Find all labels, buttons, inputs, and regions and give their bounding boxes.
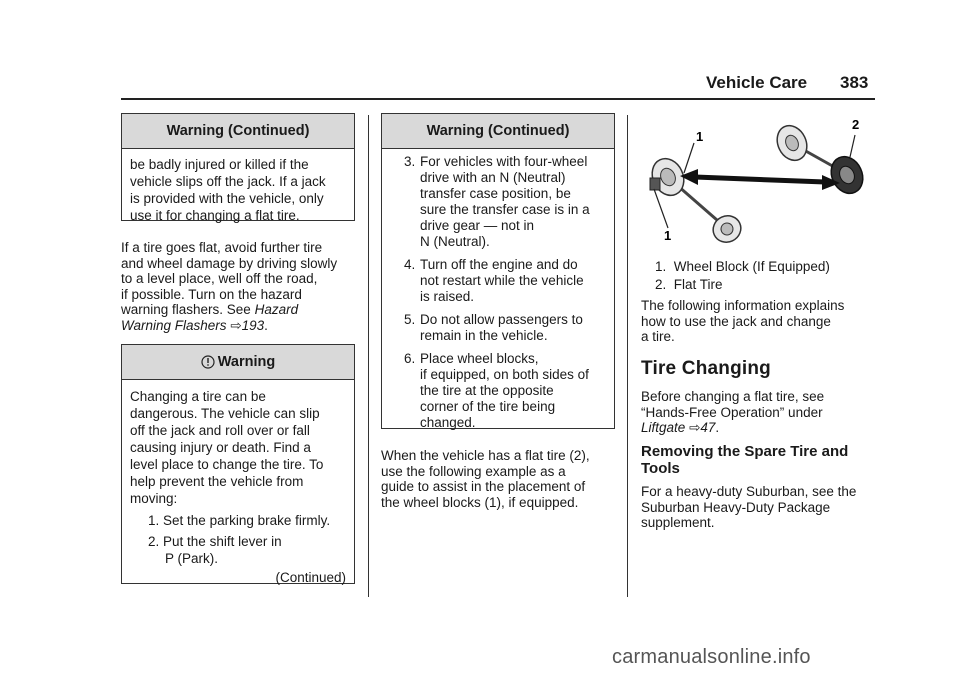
text-line: is provided with the vehicle, only: [130, 191, 324, 206]
wheel-block: [650, 178, 660, 190]
flat-tire-paragraph: [121, 240, 361, 333]
wheel-block-diagram: [640, 115, 880, 245]
rear-axle-illustration: [772, 121, 869, 199]
text-line: use it for changing a flat tire.: [130, 208, 300, 223]
text-line: Suburban Heavy-Duty Package: [641, 499, 831, 515]
page-ref-icon: ⇨: [230, 317, 242, 333]
text-line: vehicle slips off the jack. If a jack: [130, 174, 326, 189]
text-line: When the vehicle has a flat tire (2),: [381, 448, 590, 463]
column-divider-1: [368, 115, 369, 597]
warning-title-bar: [122, 345, 354, 380]
text-line: Changing a tire can be: [130, 389, 266, 404]
text-line: help prevent the vehicle from: [130, 474, 304, 489]
hazard-flashers-link[interactable]: Warning Flashers: [121, 317, 227, 333]
tire-changing-paragraph: [641, 389, 881, 436]
text-line: to a level place, well off the road,: [121, 271, 318, 286]
callout-line: [684, 143, 694, 173]
watermark: carmanualsonline.info: [612, 646, 811, 668]
warning-box: [121, 344, 355, 584]
text-line: dangerous. The vehicle can slip: [130, 406, 320, 421]
text-line: how to use the jack and change: [641, 313, 831, 329]
warning-title: Warning: [217, 354, 276, 370]
text-line: warning flashers. See Hazard: [121, 302, 299, 317]
warning-step-5: 5. Do not allow passengers to remain in the vehicle.: [404, 312, 583, 343]
page-ref[interactable]: 193: [241, 317, 265, 333]
callout-1-bottom: 1: [664, 228, 672, 243]
warning-continued-title: Warning (Continued): [122, 114, 354, 149]
warning-step-4: 4. Turn off the engine and do not restart while the vehicle is raised.: [404, 257, 584, 304]
warning-continued-title: Warning (Continued): [382, 114, 614, 149]
warning-continued-text: [122, 149, 354, 228]
text-line: a tire.: [641, 329, 675, 344]
warning-step-1: 1. Set the parking brake firmly.: [148, 513, 331, 528]
page-number: 383: [840, 73, 869, 92]
legend-item: 2. Flat Tire: [655, 277, 723, 292]
text-line: “Hands-Free Operation” under: [641, 404, 823, 420]
callout-2: 2: [852, 117, 860, 132]
warning-steps: [382, 149, 614, 442]
text-line: If a tire goes flat, avoid further tire: [121, 240, 323, 255]
text-line: use the following example as a: [381, 463, 566, 479]
text-line: Warning Flashers ⇨193.: [121, 317, 268, 333]
text-line: moving:: [130, 491, 178, 506]
warning-body: [122, 380, 354, 590]
tire-changing-heading: Tire Changing: [641, 358, 771, 379]
warning-step-2: 2. Put the shift lever in P (Park).: [148, 534, 282, 566]
figure-legend: [655, 258, 880, 294]
page-ref[interactable]: 47: [700, 420, 716, 435]
warning-step-6: 6. Place wheel blocks, if equipped, on both sides of the tire at the opposite corner of the tire being changed.: [404, 351, 589, 430]
intro-paragraph: [641, 298, 881, 345]
callout-1-top: 1: [696, 129, 704, 144]
text-line: guide to assist in the placement of: [381, 479, 586, 494]
text-line: Before changing a flat tire, see: [641, 389, 825, 404]
section-header-title: Vehicle Care: [706, 73, 808, 92]
warning-triangle-icon: [201, 355, 215, 369]
text-line: Liftgate ⇨47.: [641, 420, 720, 435]
removing-spare-heading: Removing the Spare Tire and Tools: [641, 443, 849, 477]
legend-item: 1. Wheel Block (If Equipped): [655, 259, 830, 274]
text-line: off the jack and roll over or fall: [130, 423, 310, 438]
text-line: level place to change the tire. To: [130, 457, 324, 472]
text-line: causing injury or death. Find a: [130, 440, 311, 455]
warning-continued-box-col2: [381, 113, 615, 429]
continued-label: (Continued): [275, 570, 346, 585]
removing-spare-paragraph: [641, 484, 881, 531]
warning-step-list: [404, 154, 606, 431]
text-line: the wheel blocks (1), if equipped.: [381, 494, 579, 510]
hazard-link[interactable]: Hazard: [254, 302, 299, 317]
warning-continued-box-col1: [121, 113, 355, 221]
header-rule: [121, 98, 875, 100]
text-line: if possible. Turn on the hazard: [121, 286, 302, 302]
text-line: supplement.: [641, 515, 715, 530]
callout-line: [850, 135, 855, 157]
front-axle-illustration: [646, 153, 745, 245]
liftgate-link[interactable]: Liftgate: [641, 420, 686, 435]
text-line: The following information explains: [641, 298, 845, 313]
column-divider-2: [627, 115, 628, 597]
warning-step-3: 3. For vehicles with four-wheel drive with an N (Neutral) transfer case position, be sure the transfer case is in a drive gear — not in N (Neutral).: [404, 154, 590, 249]
wheel-block-paragraph: [381, 448, 621, 510]
text-line: and wheel damage by driving slowly: [121, 255, 338, 271]
text-line: be badly injured or killed if the: [130, 157, 309, 172]
diagonal-arrow: [680, 169, 840, 190]
text-line: For a heavy-duty Suburban, see the: [641, 484, 857, 499]
page-ref-icon: ⇨: [689, 420, 701, 435]
